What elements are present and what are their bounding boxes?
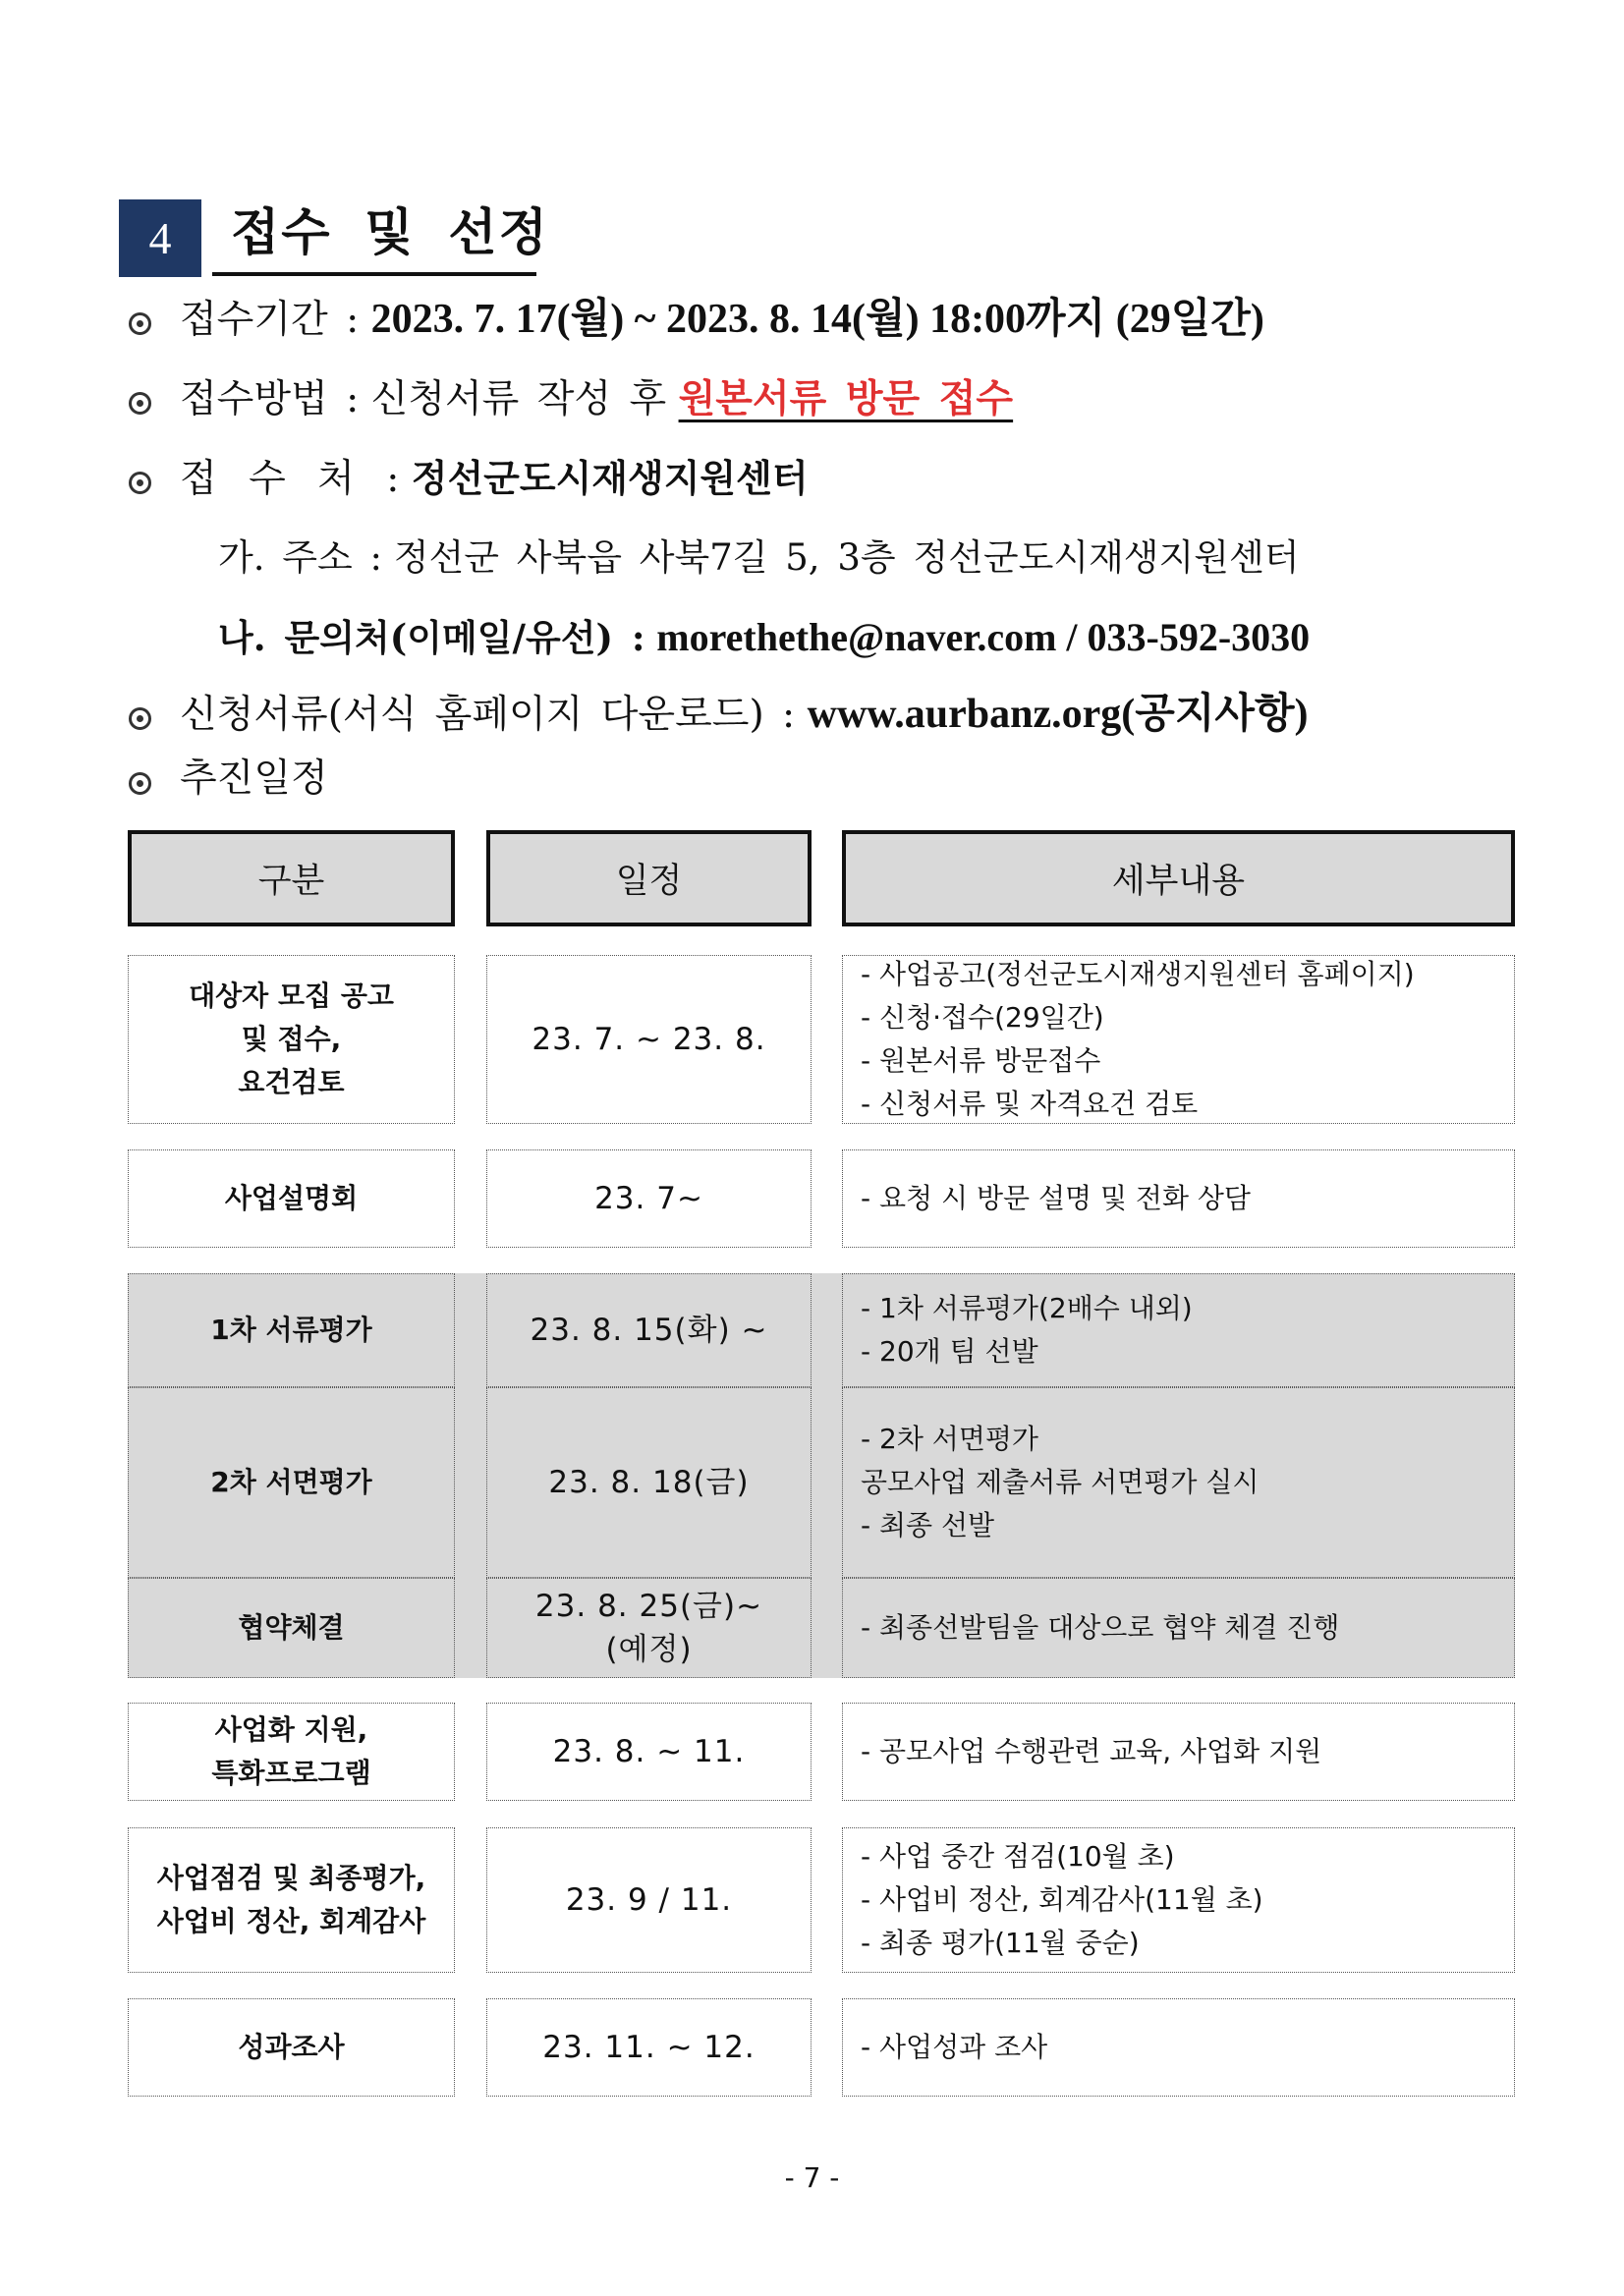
section-title-underline [212, 272, 536, 276]
sub-item-value: 정선군 사북읍 사북7길 5, 3층 정선군도시재생지원센터 [393, 536, 1300, 579]
table-header-schedule: 일정 [486, 830, 812, 926]
table-row-date: 23. 8. ~ 11. [486, 1703, 812, 1801]
table-row-stage: 협약체결 [128, 1578, 455, 1678]
bullet-icon [129, 472, 151, 494]
item-label: 접수방법 : [180, 377, 360, 421]
page-number: - 7 - [784, 2161, 840, 2194]
download-value: www.aurbanz.org(공지사항) [807, 692, 1309, 737]
table-row-stage: 대상자 모집 공고 및 접수, 요건검토 [128, 955, 455, 1124]
sub-item-value: morethethe@naver.com / 033-592-3030 [656, 615, 1311, 659]
table-row-stage: 성과조사 [128, 1998, 455, 2097]
table-row-details: - 사업성과 조사 [842, 1998, 1515, 2097]
table-row-date: 23. 8. 18(금) [486, 1387, 812, 1578]
download-label: 신청서류(서식 홈페이지 다운로드) : [180, 693, 796, 737]
table-row-date: 23. 8. 25(금)~ (예정) [486, 1578, 812, 1678]
table-header-details: 세부내용 [842, 830, 1515, 926]
section-title: 접수 및 선정 [231, 204, 549, 262]
table-row-date: 23. 7. ~ 23. 8. [486, 955, 812, 1124]
table-row-date: 23. 8. 15(화) ~ [486, 1273, 812, 1387]
bullet-icon [129, 772, 151, 795]
item-download [180, 690, 1309, 740]
schedule-label: 추진일정 [180, 756, 328, 801]
item-reception-period [180, 295, 1264, 345]
bullet-icon [129, 312, 151, 335]
table-row-details: - 요청 시 방문 설명 및 전화 상담 [842, 1149, 1515, 1248]
table-row-details: - 공모사업 수행관련 교육, 사업화 지원 [842, 1703, 1515, 1801]
table-row-date: 23. 9 / 11. [486, 1827, 812, 1973]
table-row-details: - 2차 서면평가 공모사업 제출서류 서면평가 실시 - 최종 선발 [842, 1387, 1515, 1578]
table-row-date: 23. 7~ [486, 1149, 812, 1248]
table-row-stage: 사업점검 및 최종평가, 사업비 정산, 회계감사 [128, 1827, 455, 1973]
table-row-details: - 최종선발팀을 대상으로 협약 체결 진행 [842, 1578, 1515, 1678]
table-row-stage: 사업설명회 [128, 1149, 455, 1248]
item-value: 신청서류 작성 후 [370, 377, 667, 421]
item-highlight: 원본서류 방문 접수 [678, 376, 1014, 421]
table-row-details: - 1차 서류평가(2배수 내외) - 20개 팀 선발 [842, 1273, 1515, 1387]
item-label: 접 수 처 : [180, 457, 400, 501]
bullet-icon [129, 707, 151, 730]
sub-item-prefix: 가. 주소 : [218, 536, 382, 579]
table-row-date: 23. 11. ~ 12. [486, 1998, 812, 2097]
sub-item-prefix: 나. 문의처(이메일/유선) : [218, 616, 645, 659]
table-header-category: 구분 [128, 830, 455, 926]
item-reception-method [180, 374, 1013, 424]
item-reception-place [180, 454, 809, 504]
item-label: 접수기간 : [180, 298, 360, 342]
section-number: 4 [119, 199, 201, 277]
table-row-stage: 2차 서면평가 [128, 1387, 455, 1578]
table-row-stage: 1차 서류평가 [128, 1273, 455, 1387]
table-row-details: - 사업공고(정선군도시재생지원센터 홈페이지) - 신청·접수(29일간) - 원본서류 방문접수 - 신청서류 및 자격요건 검토 [842, 955, 1515, 1124]
sub-item-address [218, 533, 1300, 583]
table-row-details: - 사업 중간 점검(10월 초) - 사업비 정산, 회계감사(11월 초) - 최종 평가(11월 중순) [842, 1827, 1515, 1973]
table-row-stage: 사업화 지원, 특화프로그램 [128, 1703, 455, 1801]
item-value: 정선군도시재생지원센터 [411, 457, 809, 500]
sub-item-contact [218, 613, 1310, 663]
item-value: 2023. 7. 17(월) ~ 2023. 8. 14(월) 18:00까지 (29일간) [370, 297, 1264, 342]
bullet-icon [129, 392, 151, 415]
